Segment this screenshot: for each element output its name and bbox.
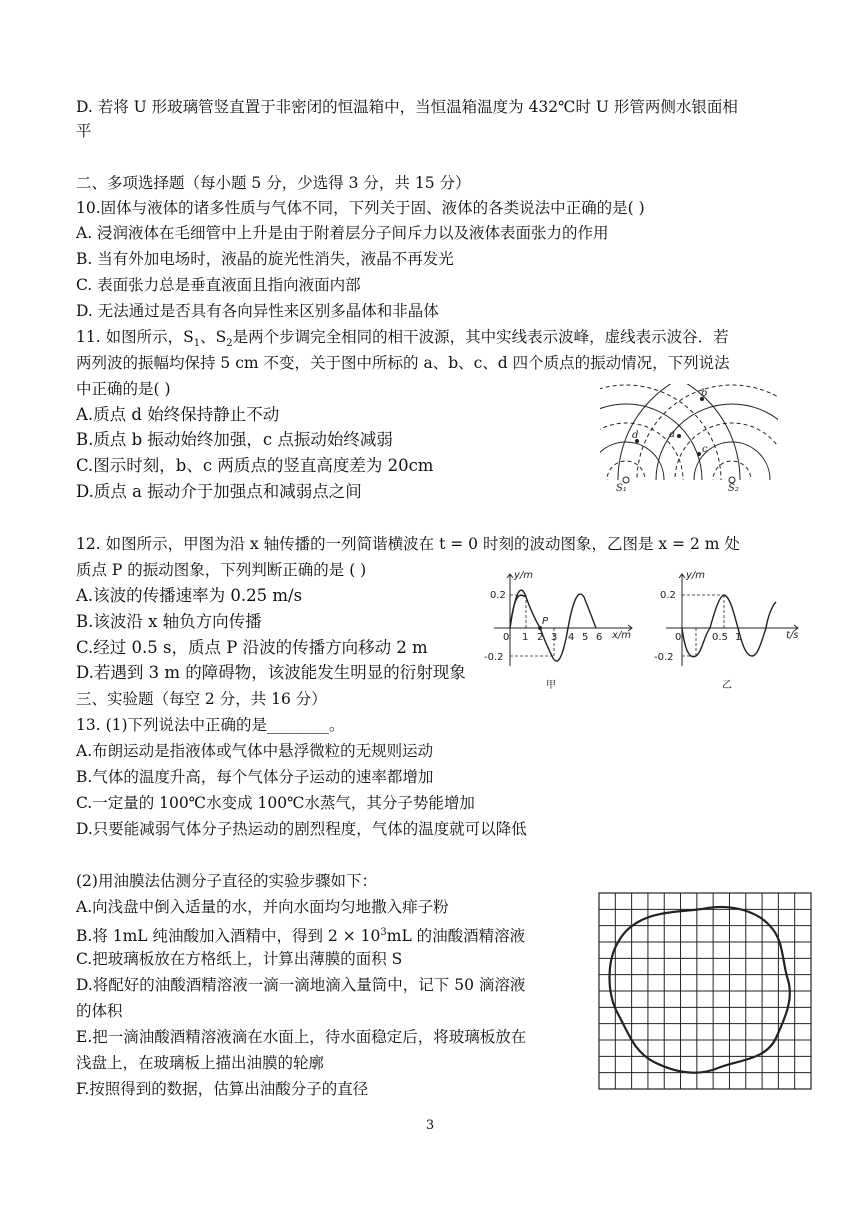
q10-stem: 10.固体与液体的诸多性质与气体不同，下列关于固、液体的各类说法中正确的是( ) — [76, 199, 645, 217]
q12-option-a: A.该波的传播速率为 0.25 m/s — [76, 586, 303, 605]
label-s1: S₁ — [616, 483, 627, 494]
q12-stem-line2: 质点 P 的振动图象，下列判断正确的是 ( ) — [76, 561, 367, 579]
t-tick-1: 1 — [735, 632, 742, 643]
caption-jia: 甲 — [546, 680, 556, 691]
q12-option-c: C.经过 0.5 s，质点 P 沿波的传播方向移动 2 m — [76, 638, 428, 657]
point-p-label: P — [542, 616, 549, 627]
y-axis-label: y/m — [686, 570, 706, 581]
q13-part1-option-c: C.一定量的 100℃水变成 100℃水蒸气，其分子势能增加 — [76, 794, 475, 812]
q13-part1-option-b: B.气体的温度升高，每个气体分子运动的速率都增加 — [76, 768, 434, 786]
q10-option-d: D. 无法通过是否具有各向异性来区别多晶体和非晶体 — [76, 302, 439, 320]
q9-option-d-line1: D. 若将 U 形玻璃管竖直置于非密闭的恒温箱中，当恒温箱温度为 432℃时 U 形管两侧水银面相 — [76, 98, 738, 116]
point-a — [677, 434, 681, 438]
wave-curve — [510, 590, 596, 661]
oil-film-grid-figure — [598, 892, 812, 1090]
y-tick-top: 0.2 — [660, 590, 676, 601]
x-tick-1: 1 — [522, 632, 529, 643]
t-axis-label: t/s — [786, 630, 799, 641]
caption-yi: 乙 — [722, 680, 732, 691]
trough-s2-r3 — [637, 385, 778, 496]
q13-part2-stem: (2)用油膜法估测分子直径的实验步骤如下： — [76, 872, 377, 890]
y-tick-top: 0.2 — [490, 590, 506, 601]
t-tick-05: 0.5 — [712, 632, 728, 643]
origin-label: 0 — [675, 632, 682, 643]
page-number: 3 — [425, 1118, 435, 1133]
point-c — [697, 452, 701, 456]
x-tick-4: 4 — [568, 632, 575, 643]
x-tick-2: 2 — [537, 632, 544, 643]
q9-option-d-line2: 平 — [76, 122, 92, 140]
step-c: C.把玻璃板放在方格纸上，计算出薄膜的面积 S — [76, 950, 403, 968]
step-d-line1: D.将配好的油酸酒精溶液一滴一滴地滴入量筒中，记下 50 滴溶液 — [76, 976, 526, 994]
q10-option-c: C. 表面张力总是垂直液面且指向液面内部 — [76, 276, 361, 294]
q11-stem-line1: 11. 如图所示，$S_1$、$S_2$是两个步调完全相同的相干波源，其中实线表示波峰，虚线表示波谷．若 — [76, 328, 729, 350]
crest-s1-r3 — [600, 384, 740, 496]
vibration-curve — [682, 595, 776, 657]
section-3-heading: 三、实验题（每空 2 分，共 16 分） — [76, 690, 327, 708]
step-e-line1: E.把一滴油酸酒精溶液滴在水面上，待水面稳定后，将玻璃板放在 — [76, 1028, 527, 1046]
q12-option-d: D.若遇到 3 m 的障碍物，该波能发生明显的衍射现象 — [76, 663, 466, 682]
q11-option-a: A.质点 d 始终保持静止不动 — [76, 405, 280, 424]
label-c: c — [702, 444, 708, 455]
x-tick-6: 6 — [596, 632, 603, 643]
step-e-line2: 浅盘上，在玻璃板上描出油膜的轮廓 — [76, 1054, 325, 1072]
step-a: A.向浅盘中倒入适量的水，并向水面均匀地撒入痱子粉 — [76, 898, 449, 916]
q13-part1-stem: 13. (1)下列说法中正确的是________。 — [76, 716, 345, 734]
q12-option-b: B.该波沿 x 轴负方向传播 — [76, 612, 262, 631]
x-axis-label: x/m — [612, 630, 632, 641]
label-s2: S₂ — [728, 483, 739, 494]
q13-part1-option-a: A.布朗运动是指液体或气体中悬浮微粒的无规则运动 — [76, 742, 434, 760]
x-tick-3: 3 — [551, 632, 558, 643]
q10-option-b: B. 当有外加电场时，液晶的旋光性消失，液晶不再发光 — [76, 250, 454, 268]
step-d-line2: 的体积 — [76, 1002, 123, 1020]
section-2-heading: 二、多项选择题（每小题 5 分，少选得 3 分，共 15 分） — [76, 174, 471, 192]
label-a: a — [669, 429, 675, 440]
y-tick-bottom: -0.2 — [654, 652, 674, 663]
q13-part1-option-d: D.只要能减弱气体分子热运动的剧烈程度，气体的温度就可以降低 — [76, 820, 527, 838]
origin-label: 0 — [503, 632, 510, 643]
q12-vibration-graph-yi — [648, 566, 808, 692]
q10-option-a: A. 浸润液体在毛细管中上升是由于附着层分子间斥力以及液体表面张力的作用 — [76, 224, 609, 242]
q11-option-c: C.图示时刻，b、c 两质点的竖直高度差为 20cm — [76, 456, 434, 475]
step-b: B.将 1mL 纯油酸加入酒精中，得到 $2 \times 10^3mL$ 的油酸酒精溶液 — [76, 927, 526, 946]
q12-wave-graph-jia — [482, 566, 642, 692]
step-f: F.按照得到的数据，估算出油酸分子的直径 — [76, 1080, 369, 1098]
q11-wave-interference-figure — [600, 384, 778, 496]
crest-s2-r3 — [618, 384, 778, 496]
q11-stem-line3: 中正确的是( ) — [76, 380, 171, 398]
q11-option-d: D.质点 a 振动介于加强点和减弱点之间 — [76, 482, 362, 501]
q12-stem-line1: 12. 如图所示，甲图为沿 x 轴传播的一列简谐横波在 t = 0 时刻的波动图象，乙图是 x = 2 m 处 — [76, 535, 740, 553]
label-d: d — [632, 430, 639, 441]
q11-option-b: B.质点 b 振动始终加强，c 点振动始终减弱 — [76, 430, 393, 449]
wave-curve-smooth — [510, 595, 526, 628]
label-b: b — [701, 388, 708, 399]
x-tick-5: 5 — [582, 632, 589, 643]
y-axis-label: y/m — [514, 570, 534, 581]
y-tick-bottom: -0.2 — [484, 652, 504, 663]
q11-stem-line2: 两列波的振幅均保持 5 cm 不变，关于图中所标的 a、b、c、d 四个质点的振动情况，下列说法 — [76, 354, 730, 372]
